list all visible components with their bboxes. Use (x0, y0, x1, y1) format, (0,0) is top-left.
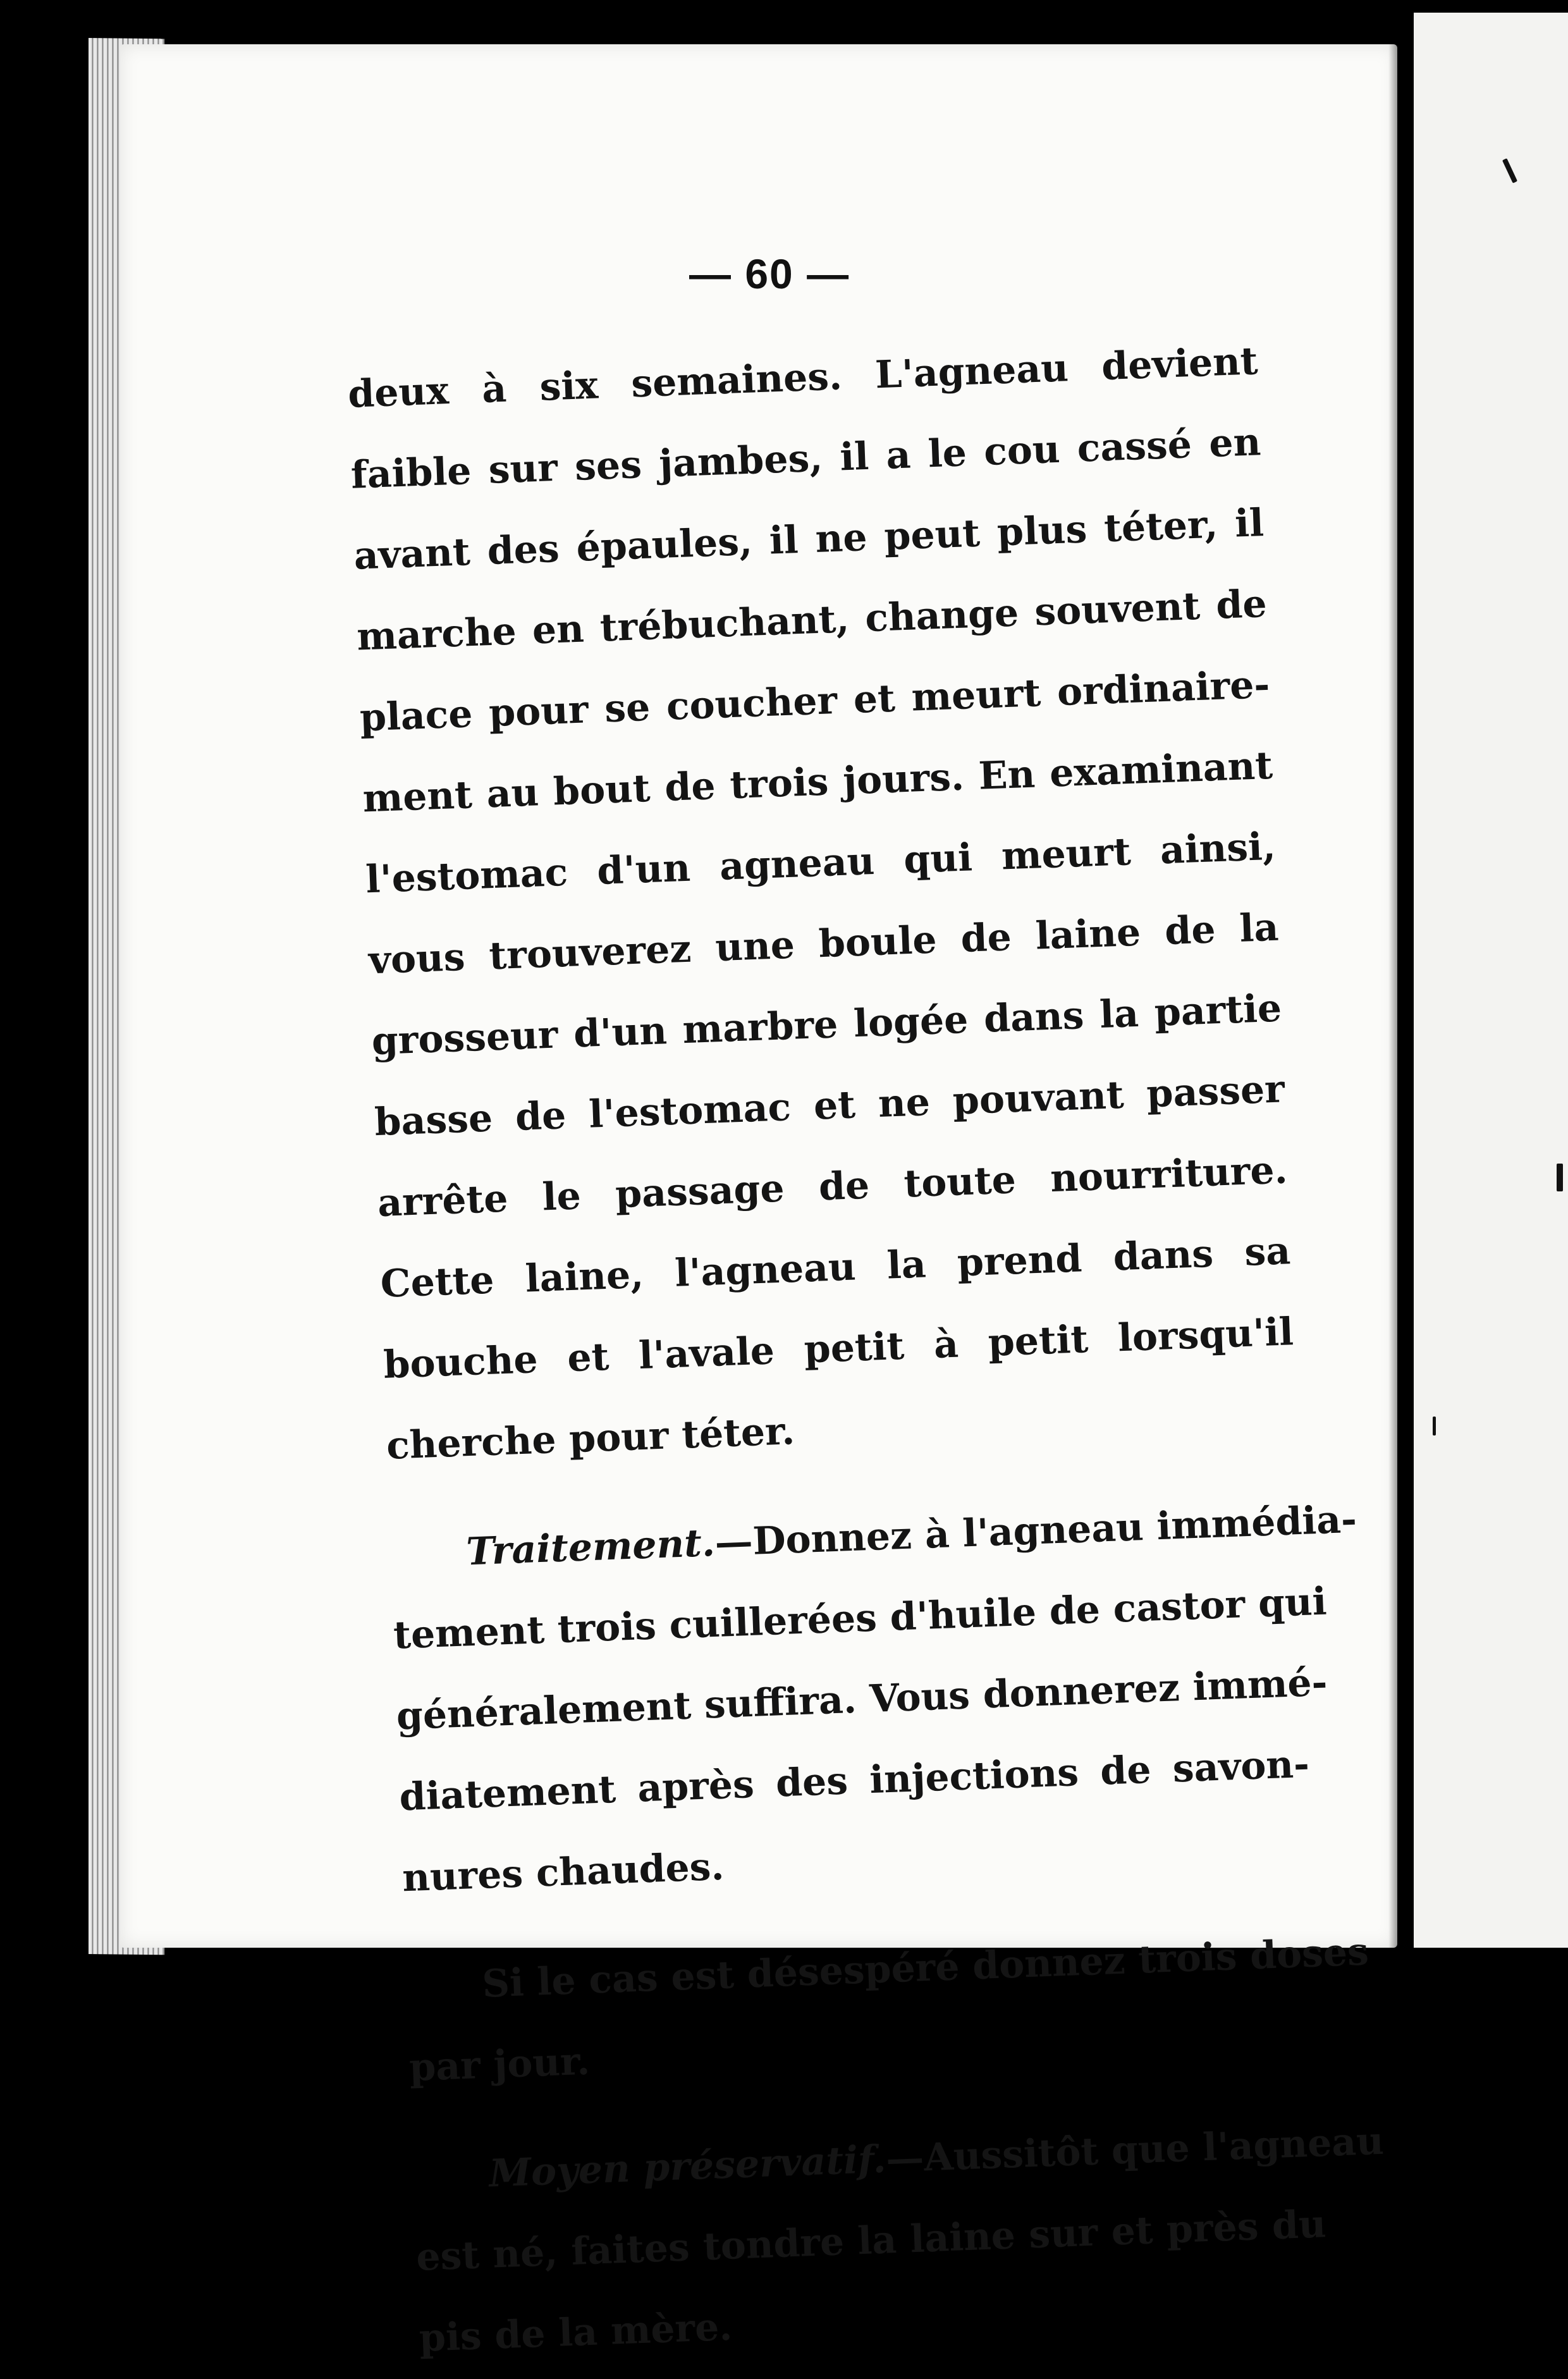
text-line: l'estomac d'un agneau qui meurt ainsi, (365, 824, 1277, 902)
section-heading-prevention: Moyen préservatif. (488, 2137, 887, 2196)
text-line: place pour se coucher et meurt ordinaire- (358, 662, 1271, 741)
text-line: nures chaudes. (401, 1844, 725, 1901)
text-run: —Donnez à l'agneau immédia- (714, 1497, 1358, 1565)
text-line: cherche pour téter. (386, 1409, 796, 1468)
text-line: Cette laine, l'agneau la prend dans sa (379, 1229, 1292, 1306)
page-body (346, 321, 1385, 2379)
text-line: est né, faites tondre la laine sur et près du (415, 2202, 1327, 2280)
facing-page-edge (1414, 13, 1568, 1948)
book-gutter (1397, 0, 1414, 2069)
paragraph-symptoms (346, 321, 1298, 1487)
text-line: grosseur d'un marbre logée dans la partie (371, 986, 1283, 1064)
page-number: — 60 — (689, 250, 850, 297)
text-line: basse de l'estomac et ne pouvant passer (374, 1067, 1285, 1145)
section-heading-treatment: Traitement. (465, 1520, 716, 1575)
text-line: marche en trébuchant, change souvent de (356, 581, 1268, 660)
text-run: —Aussitôt que l'agneau (885, 2118, 1385, 2182)
ink-mark (1502, 158, 1517, 183)
text-line: vous trouverez une boule de laine de la (367, 905, 1280, 983)
text-line: avant des épaules, il ne peut plus téter, il (353, 501, 1265, 579)
ink-mark (1557, 1164, 1563, 1191)
text-line: arrête le passage de toute nourriture. (376, 1148, 1289, 1226)
text-line: ment au bout de trois jours. En examinant (362, 743, 1274, 821)
text-line: faible sur ses jambes, il a le cou cassé en (350, 420, 1262, 498)
text-line: deux à six semaines. L'agneau devient (347, 339, 1259, 417)
paragraph-dosage (405, 1914, 1369, 2109)
paragraph-prevention (412, 2103, 1385, 2379)
text-line: tement trois cuillerées d'huile de castor qui (393, 1579, 1328, 1658)
paragraph-treatment (389, 1481, 1358, 1919)
ink-mark (1433, 1417, 1436, 1435)
text-line: Si le cas est désespéré donnez trois doses (481, 1929, 1369, 2007)
text-line: pis de la mère. (418, 2304, 733, 2361)
text-line: bouche et l'avale petit à petit lorsqu'il (383, 1310, 1294, 1387)
text-line: généralement suffira. Vous donnerez immé- (395, 1660, 1328, 1739)
text-line: diatement après des injections de savon- (398, 1742, 1311, 1820)
text-line: par jour. (408, 2039, 591, 2091)
